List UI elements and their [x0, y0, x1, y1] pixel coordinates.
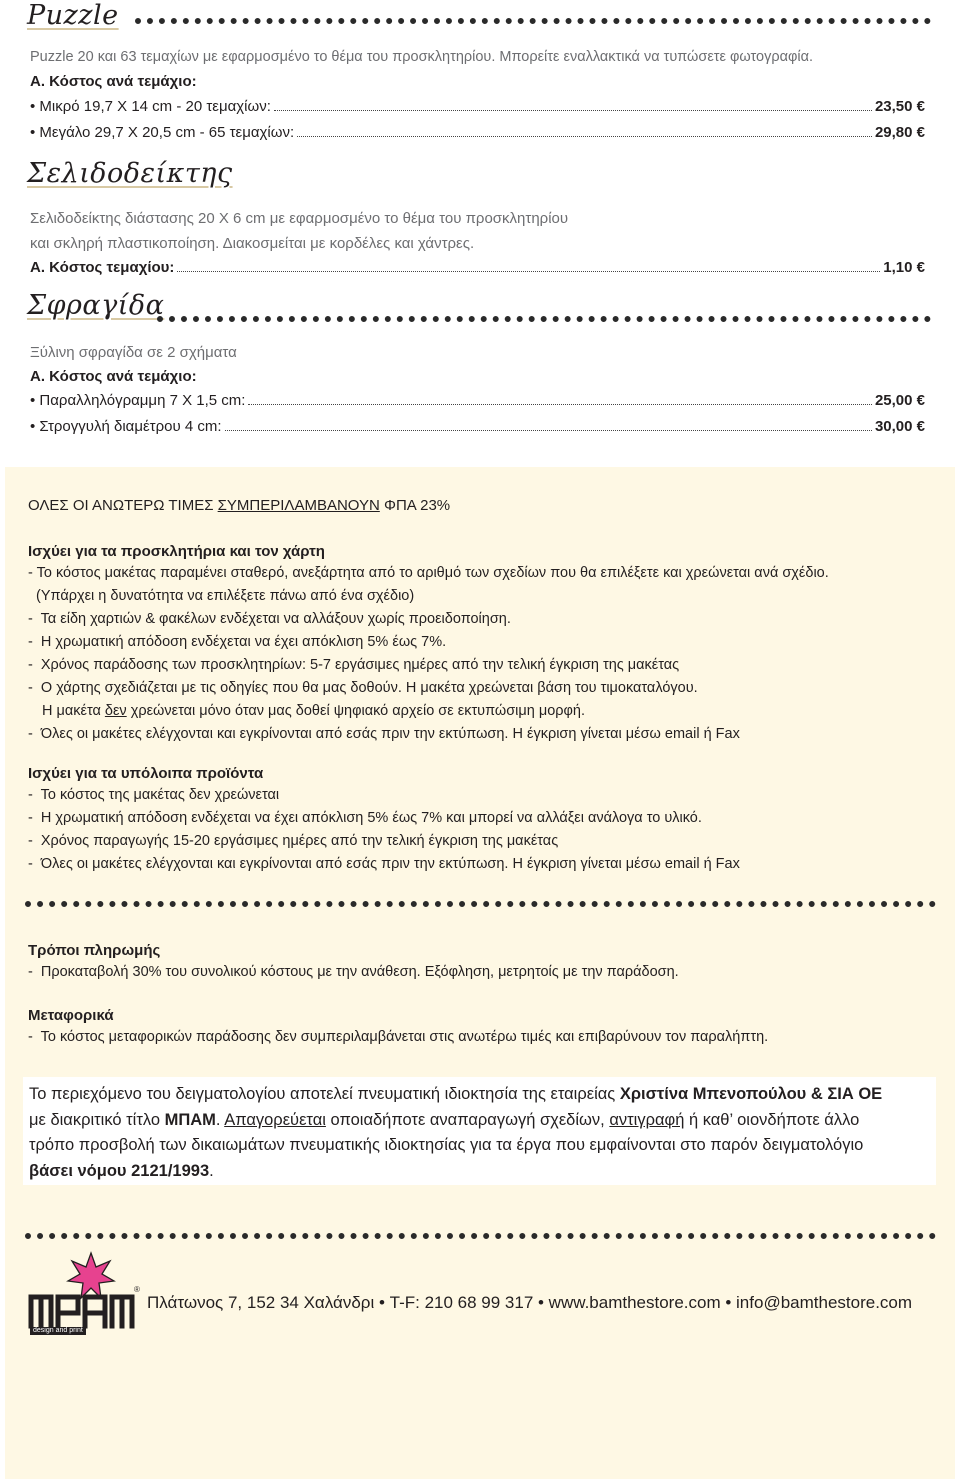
puzzle-description: Puzzle 20 και 63 τεμαχίων με εφαρμοσμένο το θέμα του προσκλητηρίου. Μπορείτε εναλλακτικά να τυπώσετε φωτογραφία.	[30, 49, 814, 65]
brand-name: ΜΠΑΜ	[164, 1110, 216, 1129]
list-item: - Η χρωματική απόδοση ενδέχεται να έχει απόκλιση 5% έως 7% και μπορεί να αλλάξει ανάλογα το υλικό.	[28, 810, 702, 826]
company-name: Χριστίνα Μπενοπούλου & ΣΙΑ ΟΕ	[619, 1085, 883, 1103]
list-item: - Το κόστος μακέτας παραμένει σταθερό, ανεξάρτητα από το αριθμό των σχεδίων που θα επιλέξετε και χρεώνεται ανά σχέδιο.	[28, 565, 829, 581]
list-item: - Χρόνος παράδοσης των προσκλητηρίων: 5-7 εργάσιμες ημέρες από την τελική έγκριση της μακέτας	[28, 657, 680, 673]
logo-star-icon	[28, 1251, 138, 1333]
other-products-heading: Ισχύει για τα υπόλοιπα προϊόντα	[28, 765, 264, 782]
section-title-bookmark: Σελιδοδείκτης	[27, 158, 233, 189]
list-item	[28, 700, 829, 723]
payment-heading: Τρόποι πληρωμής	[28, 942, 161, 959]
copyright-text: οποιαδήποτε αναπαραγωγή σχεδίων,	[325, 1110, 610, 1129]
euro-symbol: €	[916, 392, 925, 409]
forbidden-word: Απαγορεύεται	[224, 1110, 326, 1129]
price-item-label: • Παραλληλόγραμμη 7 Χ 1,5 cm:	[30, 392, 246, 409]
dot-leader	[248, 404, 871, 405]
price-row	[30, 418, 925, 435]
section-title-puzzle: Puzzle	[27, 0, 119, 31]
euro-symbol: €	[916, 259, 925, 276]
copyright-text: τρόπο προσβολή των δικαιωμάτων πνευματικής ιδιοκτησίας για τα έργα που εμφαίνονται στο παρόν δειγματολόγιο	[29, 1136, 864, 1154]
list-item: - Το κόστος της μακέτας δεν χρεώνεται	[28, 787, 280, 803]
price-value: 23,50	[874, 98, 913, 115]
list-item: - Όλες οι μακέτες ελέγχονται και εγκρίνονται από εσάς πριν την εκτύπωση. Η έγκριση γίνεται μέσω email ή Fax	[28, 856, 740, 872]
list-item: - Ο χάρτης σχεδιάζεται με τις οδηγίες που θα μας δοθούν. Η μακέτα χρεώνεται βάση του τιμοκαταλόγου.	[28, 680, 698, 696]
list-item: - Το κόστος μεταφορικών παράδοσης δεν συμπεριλαμβάνεται στις ανωτέρω τιμές και επιβαρύνουν τον παραλήπτη.	[28, 1029, 769, 1045]
copyright-text: με διακριτικό τίτλο	[29, 1110, 165, 1129]
vat-notice-suffix: ΦΠΑ 23%	[379, 497, 451, 514]
euro-symbol: €	[916, 124, 925, 141]
bookmark-cost-label: Α. Κόστος τεμαχίου:	[30, 259, 175, 276]
copyright-notice	[29, 1082, 934, 1184]
dot-leader	[274, 110, 872, 111]
list-item: - Χρόνος παραγωγής 15-20 εργάσιμες ημέρες από την τελική έγκριση της μακέτας	[28, 833, 559, 849]
euro-symbol: €	[916, 418, 925, 435]
dot-leader	[297, 136, 872, 137]
section-title-stamp: Σφραγίδα	[27, 290, 165, 321]
map-note-suffix: χρεώνεται μόνο όταν μας δοθεί ψηφιακό αρχείο σε εκτυπώσιμη μορφή.	[126, 703, 586, 719]
law-reference: βάσει νόμου 2121/1993	[29, 1161, 210, 1180]
puzzle-cost-label: Α. Κόστος ανά τεμάχιο:	[30, 73, 197, 90]
price-value: 29,80	[874, 124, 913, 141]
copyright-text: Το περιεχόμενο του δειγματολογίου αποτελεί πνευματική ιδιοκτησία της εταιρείας	[29, 1085, 620, 1103]
price-item-label: • Μεγάλο 29,7 Χ 20,5 cm - 65 τεμαχίων:	[30, 124, 295, 141]
other-products-notes	[28, 763, 740, 876]
logo-tagline: design and print	[30, 1327, 86, 1335]
title-divider-dots	[135, 18, 931, 24]
price-value: 25,00	[874, 392, 913, 409]
invitations-notes	[28, 541, 829, 746]
shipping-notes	[28, 1005, 768, 1049]
list-item: - Προκαταβολή 30% του συνολικού κόστους με την ανάθεση. Εξόφληση, μετρητοίς με την παράδοση.	[28, 964, 679, 980]
shipping-heading: Μεταφορικά	[28, 1007, 114, 1024]
copyright-text: .	[209, 1161, 214, 1180]
vat-notice	[28, 497, 450, 514]
price-item-label: • Μικρό 19,7 Χ 14 cm - 20 τεμαχίων:	[30, 98, 271, 115]
list-item: (Υπάρχει η δυνατότητα να επιλέξετε πάνω από ένα σχέδιο)	[28, 588, 415, 604]
vat-notice-prefix: ΟΛΕΣ ΟΙ ΑΝΩΤΕΡΩ ΤΙΜΕΣ	[28, 497, 218, 514]
euro-symbol: €	[916, 98, 925, 115]
copying-word: αντιγραφή	[609, 1110, 685, 1129]
stamp-description: Ξύλινη σφραγίδα σε 2 σχήματα	[30, 344, 237, 361]
price-row	[30, 124, 925, 141]
map-note-prefix: Η μακέτα	[42, 703, 105, 719]
dot-leader	[225, 430, 872, 431]
section-divider-dots	[25, 901, 936, 907]
payment-notes	[28, 940, 679, 984]
bookmark-description-line1: Σελιδοδείκτης διάστασης 20 Χ 6 cm με εφαρμοσμένο το θέμα του προσκλητηρίου	[30, 210, 569, 227]
price-item-label: • Στρογγυλή διαμέτρου 4 cm:	[30, 418, 222, 435]
invitations-heading: Ισχύει για τα προσκλητήρια και τον χάρτη	[28, 543, 325, 560]
price-row	[30, 392, 925, 409]
copyright-text: ή καθ’ οιονδήποτε άλλο	[684, 1110, 860, 1129]
list-item: - Τα είδη χαρτιών & φακέλων ενδέχεται να αλλάξουν χωρίς προειδοποίηση.	[28, 611, 511, 627]
vat-notice-underlined: ΣΥΜΠΕΡΙΛΑΜΒΑΝΟΥΝ	[217, 497, 380, 514]
list-item: - Η χρωματική απόδοση ενδέχεται να έχει απόκλιση 5% έως 7%.	[28, 634, 447, 650]
price-value: 30,00	[874, 418, 913, 435]
footer-contact: Πλάτωνος 7, 152 34 Χαλάνδρι • T-F: 210 68 99 317 • www.bamthestore.com • info@bamthestore.com	[147, 1293, 913, 1312]
dot-leader	[177, 271, 880, 272]
price-row	[30, 259, 925, 276]
registered-mark: ®	[134, 1285, 140, 1294]
stamp-cost-label: Α. Κόστος ανά τεμάχιο:	[30, 368, 197, 385]
price-row	[30, 98, 925, 115]
title-divider-dots	[157, 316, 931, 322]
map-note-underlined: δεν	[104, 703, 127, 719]
footer-divider-dots	[25, 1233, 936, 1239]
bookmark-description-line2: και σκληρή πλαστικοποίηση. Διακοσμείται με κορδέλες και χάντρες.	[30, 235, 475, 252]
price-value: 1,10	[883, 259, 913, 276]
bam-logo	[28, 1251, 138, 1333]
copyright-text: .	[215, 1110, 225, 1129]
list-item: - Όλες οι μακέτες ελέγχονται και εγκρίνονται από εσάς πριν την εκτύπωση. Η έγκριση γίνεται μέσω email ή Fax	[28, 726, 740, 742]
